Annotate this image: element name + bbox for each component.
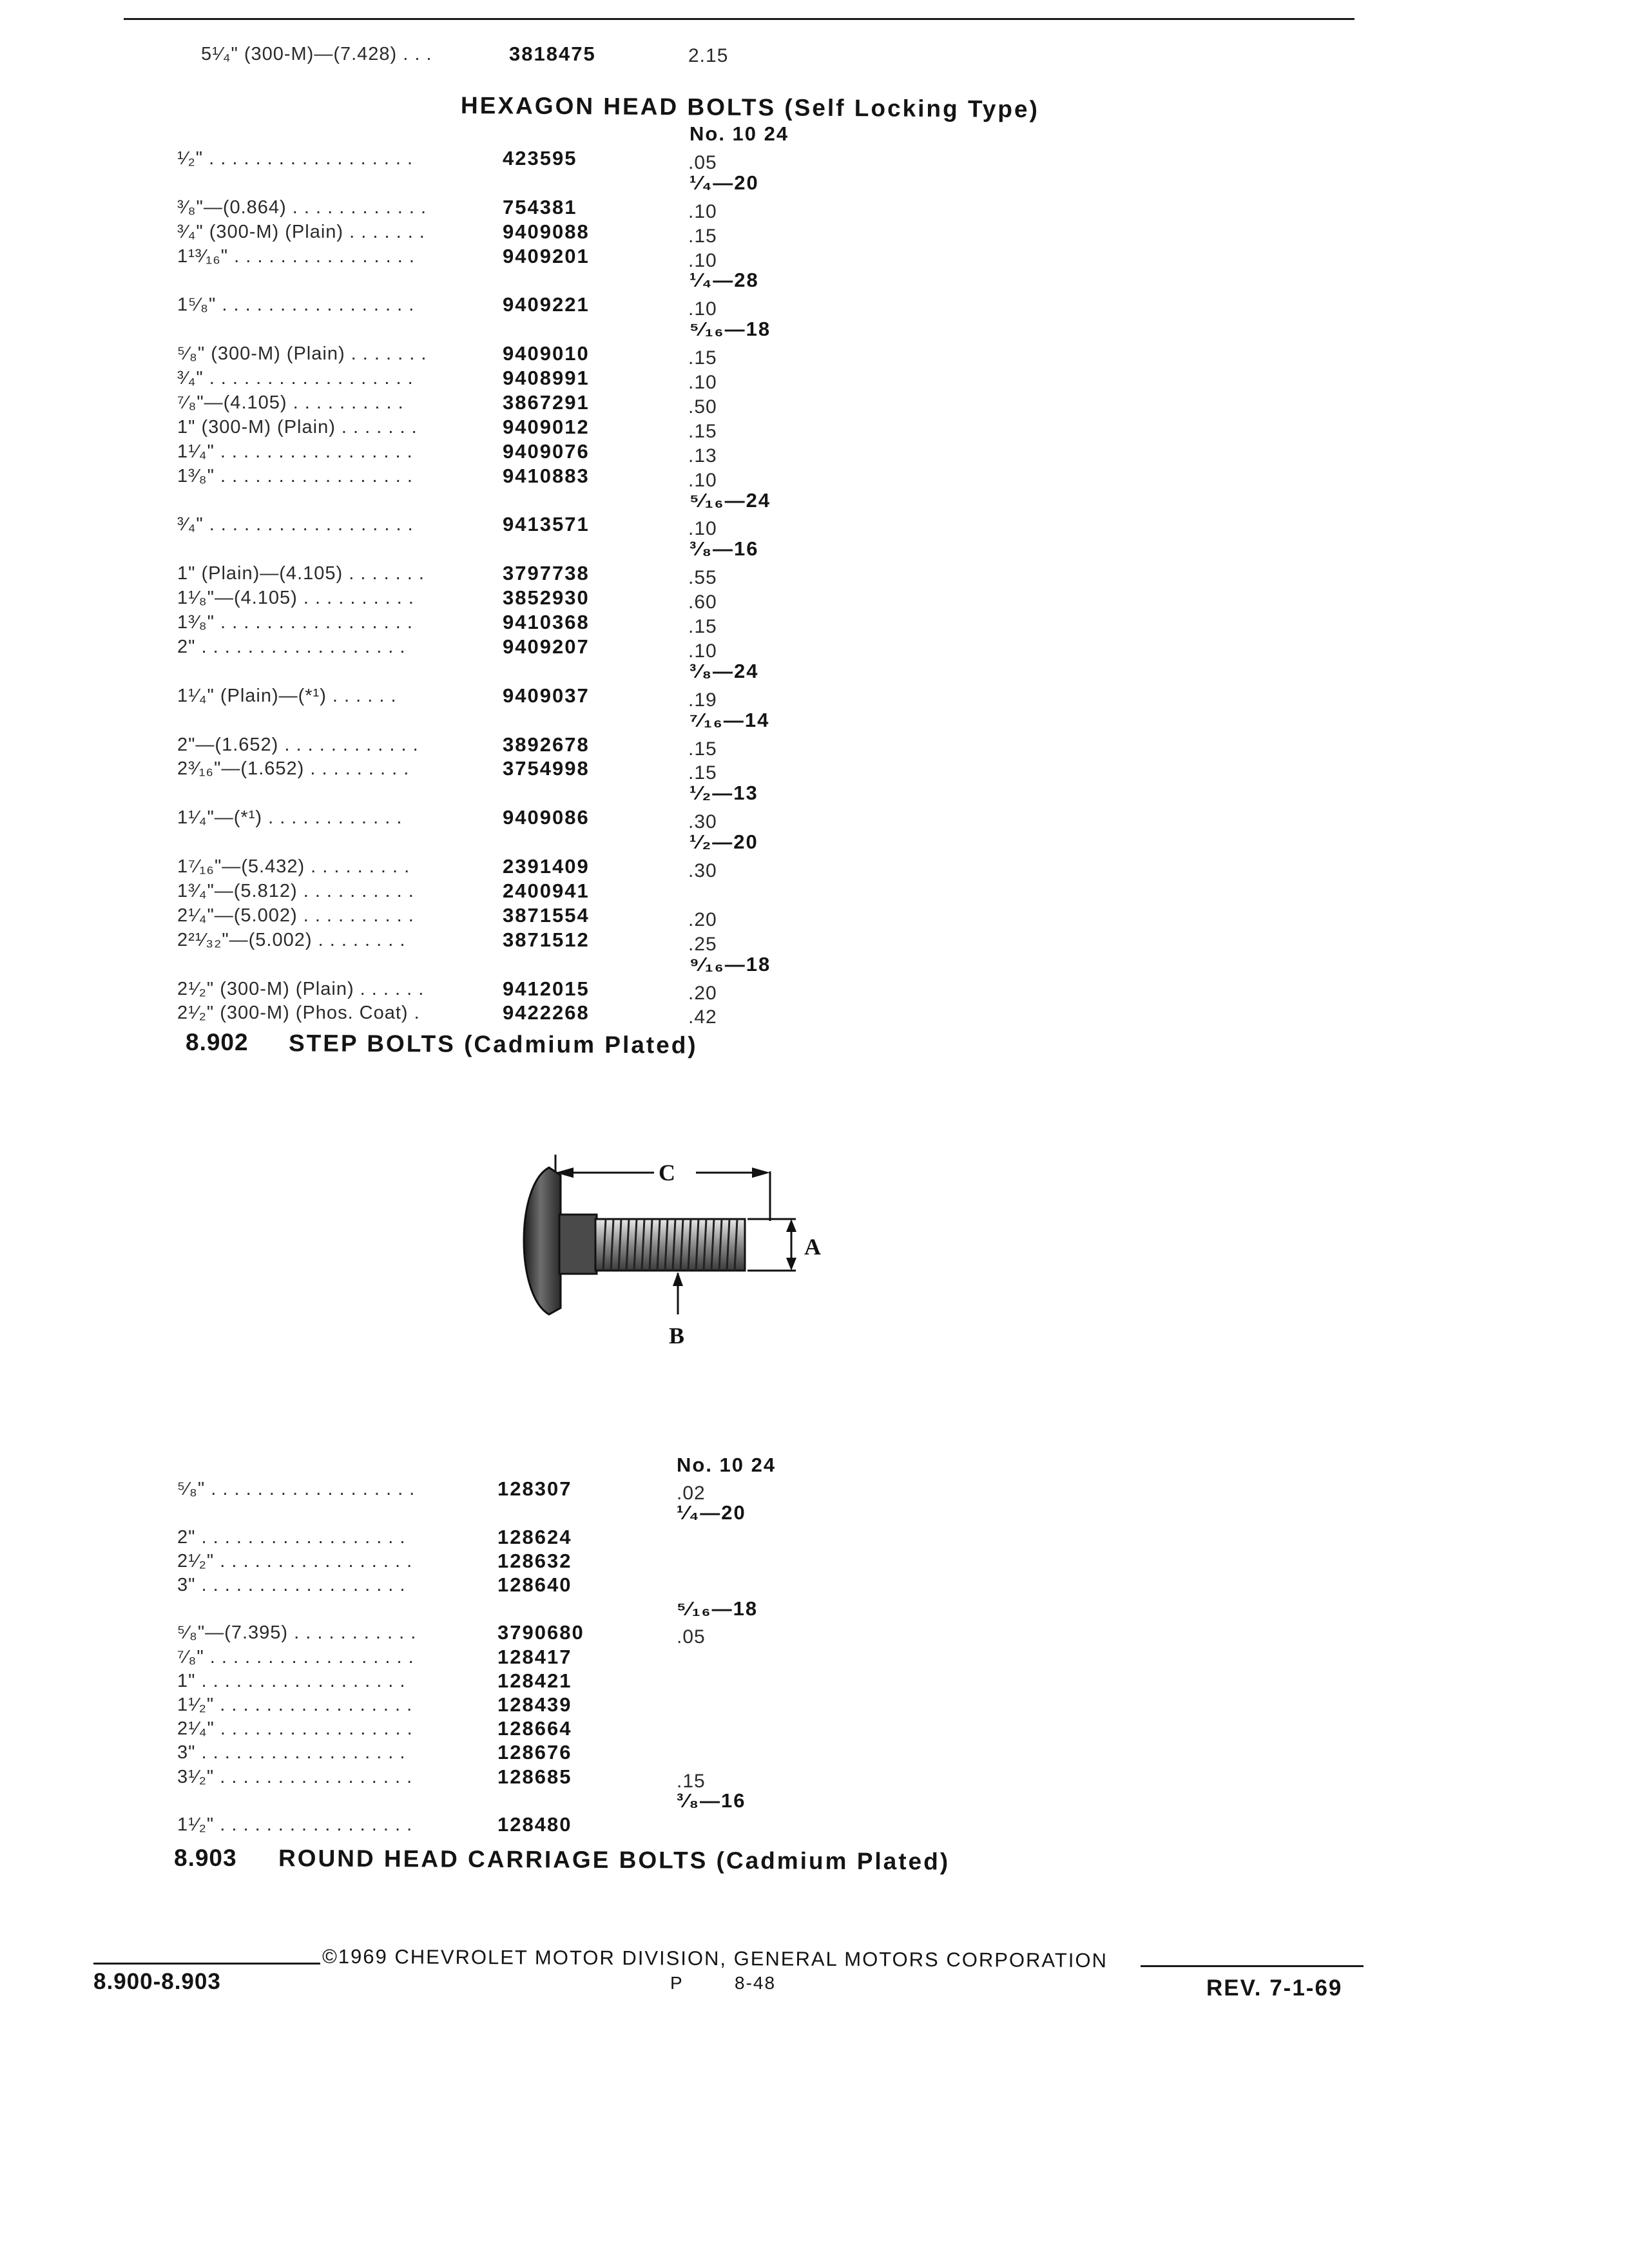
unit-price: .19	[688, 689, 717, 711]
part-number: 3867291	[503, 390, 590, 414]
carriage-bolts-heading: ROUND HEAD CARRIAGE BOLTS (Cadmium Plated)	[278, 1845, 950, 1875]
bolt-length-desc: ⁷⁄₈" . . . . . . . . . . . . . . . . . .	[177, 1646, 414, 1667]
unit-price: .20	[688, 908, 717, 930]
thread-size-label: ⁵⁄₁₆—18	[677, 1597, 758, 1620]
unit-price: .10	[688, 200, 717, 222]
footer-rule-left	[93, 1963, 320, 1965]
bolt-length-desc: 1¹⁄₂" . . . . . . . . . . . . . . . . .	[177, 1695, 413, 1715]
unit-price: .15	[688, 225, 717, 247]
part-number: 128624	[497, 1525, 572, 1548]
part-number: 128439	[497, 1693, 572, 1716]
bolt-length-desc: ⁵⁄₈"—(7.395) . . . . . . . . . . .	[177, 1622, 417, 1644]
top-row-part: 3818475	[509, 43, 596, 65]
top-row-desc: 5¹⁄₄" (300-M)—(7.428) . . .	[201, 44, 432, 64]
label-a: A	[804, 1234, 821, 1260]
thread-size-label: ⁷⁄₁₆—14	[689, 708, 770, 731]
part-number: 3892678	[503, 733, 590, 756]
bolt-length-desc: 2¹⁄₂" . . . . . . . . . . . . . . . . .	[177, 1550, 413, 1571]
unit-price: .10	[688, 249, 717, 271]
step-bolts-number: 8.902	[186, 1029, 249, 1055]
bolt-length-desc: 1" (Plain)—(4.105) . . . . . . .	[177, 563, 425, 584]
thread-size-label: ⁵⁄₁₆—18	[689, 318, 771, 341]
part-number: 9408991	[503, 367, 590, 389]
bolt-length-desc: 2" . . . . . . . . . . . . . . . . . .	[177, 1526, 406, 1548]
part-number: 9410883	[503, 464, 590, 487]
part-number: 128685	[497, 1765, 572, 1788]
bolt-length-desc: ¹⁄₂" . . . . . . . . . . . . . . . . . .	[177, 148, 414, 169]
thread-size-label: ⁹⁄₁₆—18	[689, 952, 771, 975]
thread-size-label: ⁵⁄₁₆—24	[689, 488, 771, 512]
unit-price: .15	[688, 762, 717, 784]
part-number: 3790680	[497, 1621, 584, 1644]
bolt-length-desc: 1³⁄₈" . . . . . . . . . . . . . . . . .	[177, 465, 413, 486]
bolt-length-desc: 2³⁄₁₆"—(1.652) . . . . . . . . .	[177, 758, 410, 780]
unit-price: .50	[688, 396, 717, 418]
top-rule	[124, 18, 1354, 20]
bolt-length-desc: 2" . . . . . . . . . . . . . . . . . .	[177, 636, 406, 657]
label-b: B	[669, 1323, 685, 1349]
part-number: 3871554	[503, 903, 590, 927]
unit-price: .10	[688, 518, 717, 540]
bolt-length-desc: ³⁄₄" (300-M) (Plain) . . . . . . .	[177, 221, 425, 242]
unit-price: .30	[688, 811, 717, 833]
bolt-length-desc: ³⁄₄" . . . . . . . . . . . . . . . . . .	[177, 368, 414, 389]
bolt-length-desc: 2¹⁄₄" . . . . . . . . . . . . . . . . .	[177, 1718, 413, 1740]
hex-bolts-heading: HEXAGON HEAD BOLTS (Self Locking Type)	[460, 91, 1040, 123]
part-number: 3797738	[503, 562, 590, 585]
part-number: 9409088	[503, 220, 590, 243]
part-number: 9410368	[503, 611, 590, 633]
bolt-length-desc: 1¹⁄₄" (Plain)—(*¹) . . . . . .	[177, 685, 397, 706]
unit-price: .15	[677, 1770, 706, 1792]
part-number: 3852930	[503, 586, 590, 610]
unit-price: .13	[688, 445, 717, 466]
part-number: 9413571	[503, 513, 590, 536]
unit-price: .20	[688, 982, 717, 1004]
thread-size-label: ¹⁄₄—20	[677, 1501, 746, 1524]
part-number: 2391409	[503, 855, 590, 878]
bolt-length-desc: 3" . . . . . . . . . . . . . . . . . .	[177, 1742, 406, 1763]
unit-price: .05	[677, 1626, 706, 1648]
bolt-length-desc: 2²¹⁄₃₂"—(5.002) . . . . . . . .	[177, 929, 406, 950]
part-number: 9409010	[503, 342, 590, 365]
bolt-length-desc: 2¹⁄₄"—(5.002) . . . . . . . . . .	[177, 905, 414, 926]
step-bolt-diagram	[509, 1147, 851, 1366]
unit-price: .05	[688, 151, 717, 173]
part-number: 2400941	[503, 879, 590, 902]
bolt-length-desc: 1¹⁄₈"—(4.105) . . . . . . . . . .	[177, 588, 414, 609]
footer-rule-right	[1141, 1965, 1364, 1967]
part-number: 128307	[497, 1477, 572, 1501]
bolt-neck	[559, 1215, 597, 1274]
bolt-head	[524, 1168, 561, 1314]
part-number: 9409076	[503, 439, 590, 463]
unit-price: .30	[688, 860, 717, 881]
footer-page-prefix: P	[670, 1973, 684, 1993]
bolt-length-desc: 3" . . . . . . . . . . . . . . . . . .	[177, 1575, 406, 1595]
thread-size-label: ¹⁄₂—13	[689, 782, 758, 805]
carriage-bolts-number: 8.903	[174, 1845, 237, 1871]
bolt-length-desc: ⁵⁄₈" . . . . . . . . . . . . . . . . . .	[177, 1479, 416, 1500]
unit-price: .10	[688, 469, 717, 491]
part-number: 128676	[497, 1741, 572, 1764]
unit-price: .10	[688, 372, 717, 393]
thread-size-label: No. 10 24	[677, 1454, 776, 1476]
part-number: 128640	[497, 1573, 572, 1596]
footer-revision: REV. 7-1-69	[1206, 1975, 1343, 2001]
footer-page-number: 8-48	[735, 1973, 776, 1993]
bolt-length-desc: 1" . . . . . . . . . . . . . . . . . .	[177, 1670, 406, 1691]
bolt-length-desc: 1⁷⁄₁₆"—(5.432) . . . . . . . . .	[177, 856, 410, 877]
unit-price: .60	[688, 591, 717, 613]
thread-size-label: ¹⁄₄—28	[689, 269, 759, 292]
footer-section-range: 8.900-8.903	[93, 1969, 221, 1994]
part-number: 9409086	[503, 806, 590, 829]
part-number: 128421	[497, 1669, 572, 1692]
bolt-length-desc: 1" (300-M) (Plain) . . . . . . .	[177, 416, 418, 437]
part-number: 128664	[497, 1717, 572, 1740]
thread-size-label: ¹⁄₄—20	[689, 171, 759, 194]
thread-size-label: ³⁄₈—16	[677, 1789, 746, 1812]
part-number: 9409221	[503, 293, 590, 316]
bolt-length-desc: 1³⁄₄"—(5.812) . . . . . . . . . .	[177, 880, 414, 901]
part-number: 3871512	[503, 928, 590, 951]
unit-price: .42	[688, 1006, 717, 1028]
bolt-length-desc: 1⁵⁄₈" . . . . . . . . . . . . . . . . .	[177, 294, 415, 316]
bolt-length-desc: 2"—(1.652) . . . . . . . . . . . .	[177, 734, 419, 755]
part-number: 128632	[497, 1549, 572, 1572]
unit-price: .02	[677, 1483, 706, 1504]
thread-size-label: ¹⁄₂—20	[689, 831, 758, 854]
unit-price: .25	[688, 933, 717, 955]
part-number: 754381	[503, 195, 577, 218]
part-number: 128417	[497, 1645, 572, 1668]
part-number: 9422268	[503, 1001, 590, 1024]
bolt-length-desc: 1¹³⁄₁₆" . . . . . . . . . . . . . . . .	[177, 245, 415, 267]
top-row-price: 2.15	[688, 45, 729, 66]
step-bolts-heading: STEP BOLTS (Cadmium Plated)	[288, 1030, 698, 1059]
part-number: 128480	[497, 1813, 572, 1836]
thread-size-label: ³⁄₈—16	[689, 537, 759, 561]
part-number: 3754998	[503, 757, 590, 780]
unit-price: .15	[688, 616, 717, 637]
unit-price: .15	[688, 347, 717, 369]
bolt-length-desc: 3¹⁄₂" . . . . . . . . . . . . . . . . .	[177, 1766, 413, 1787]
part-number: 9409037	[503, 684, 590, 707]
bolt-length-desc: 1¹⁄₂" . . . . . . . . . . . . . . . . .	[177, 1814, 413, 1835]
bolt-shank	[595, 1219, 745, 1271]
part-number: 9409207	[503, 635, 590, 658]
bolt-length-desc: 1¹⁄₄"—(*¹) . . . . . . . . . . . .	[177, 807, 403, 829]
unit-price: .10	[688, 640, 717, 662]
unit-price: .55	[688, 567, 717, 589]
bolt-length-desc: ⁷⁄₈"—(4.105) . . . . . . . . . .	[177, 392, 404, 413]
thread-size-label: No. 10 24	[689, 122, 789, 145]
bolt-length-desc: ⁵⁄₈" (300-M) (Plain) . . . . . . .	[177, 343, 427, 365]
unit-price: .15	[688, 738, 717, 760]
thread-size-label: ³⁄₈—24	[689, 659, 759, 682]
part-number: 9409201	[503, 244, 590, 267]
part-number: 423595	[503, 146, 577, 169]
bolt-length-desc: ³⁄₄" . . . . . . . . . . . . . . . . . .	[177, 514, 414, 535]
bolt-length-desc: 2¹⁄₂" (300-M) (Plain) . . . . . .	[177, 978, 425, 999]
part-number: 9412015	[503, 977, 590, 1000]
label-c: C	[659, 1160, 675, 1186]
part-number: 9409012	[503, 415, 590, 438]
bolt-length-desc: 2¹⁄₂" (300-M) (Phos. Coat) .	[177, 1003, 420, 1024]
unit-price: .15	[688, 420, 717, 442]
footer-copyright: ©1969 CHEVROLET MOTOR DIVISION, GENERAL MOTORS CORPORATION	[322, 1945, 1108, 1972]
bolt-length-desc: ³⁄₈"—(0.864) . . . . . . . . . . . .	[177, 197, 427, 218]
bolt-length-desc: 1³⁄₈" . . . . . . . . . . . . . . . . .	[177, 612, 413, 633]
bolt-length-desc: 1¹⁄₄" . . . . . . . . . . . . . . . . .	[177, 441, 413, 462]
unit-price: .10	[688, 298, 717, 320]
